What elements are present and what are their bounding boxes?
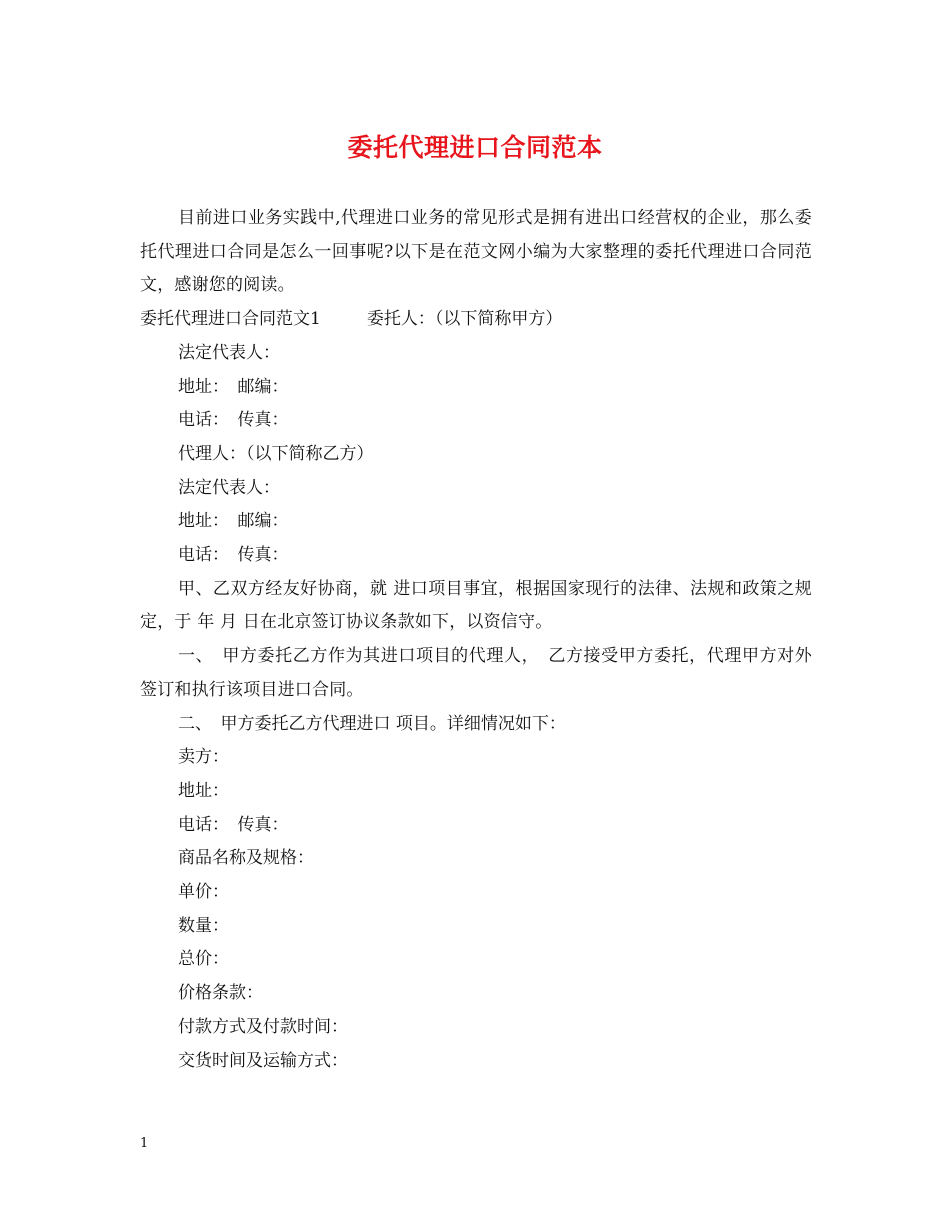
form-line: 代理人：（以下简称乙方）: [178, 443, 374, 464]
section-heading: 委托代理进口合同范文1: [140, 309, 321, 330]
form-line: 法定代表人：: [178, 477, 280, 498]
form-line: 付款方式及付款时间：: [178, 1016, 348, 1037]
form-line: 地址：: [178, 780, 229, 801]
intro-paragraph: 目前进口业务实践中,代理进口业务的常见形式是拥有进出口经营权的企业，那么委托代理进口合同是怎么一回事呢?以下是在范文网小编为大家整理的委托代理进口合同范文，感谢您的阅读。: [140, 208, 812, 296]
agreement-paragraph: 甲、乙双方经友好协商，就 进口项目事宜，根据国家现行的法律、法规和政策之规定，于 年 月 日在北京签订协议条款如下，以资信守。: [140, 578, 812, 633]
form-line: 地址： 邮编：: [178, 511, 289, 532]
form-line: 电话： 传真：: [178, 410, 289, 431]
form-line: 数量：: [178, 915, 229, 936]
form-line: 卖方：: [178, 747, 229, 768]
page-number: 1: [140, 1136, 149, 1151]
form-line: 价格条款：: [178, 983, 263, 1004]
form-line: 总价：: [178, 949, 229, 970]
form-line: 商品名称及规格：: [178, 848, 314, 869]
clause-two: 二、 甲方委托乙方代理进口 项目。详细情况如下：: [178, 713, 566, 734]
form-line: 单价：: [178, 882, 229, 903]
clause-one: 一、 甲方委托乙方作为其进口项目的代理人， 乙方接受甲方委托，代理甲方对外签订和执行该项目进口合同。: [140, 646, 812, 700]
form-line: 法定代表人：: [178, 342, 280, 363]
principal-label: 委托人：（以下简称甲方）: [366, 309, 563, 330]
form-line: 地址： 邮编：: [178, 376, 289, 397]
form-line: 交货时间及运输方式：: [178, 1050, 348, 1071]
form-line: 电话： 传真：: [178, 814, 289, 835]
form-line: 电话： 传真：: [178, 545, 289, 566]
document-body: [140, 202, 812, 1078]
section-heading-line: [140, 303, 812, 337]
document-title: 委托代理进口合同范本: [347, 133, 603, 162]
